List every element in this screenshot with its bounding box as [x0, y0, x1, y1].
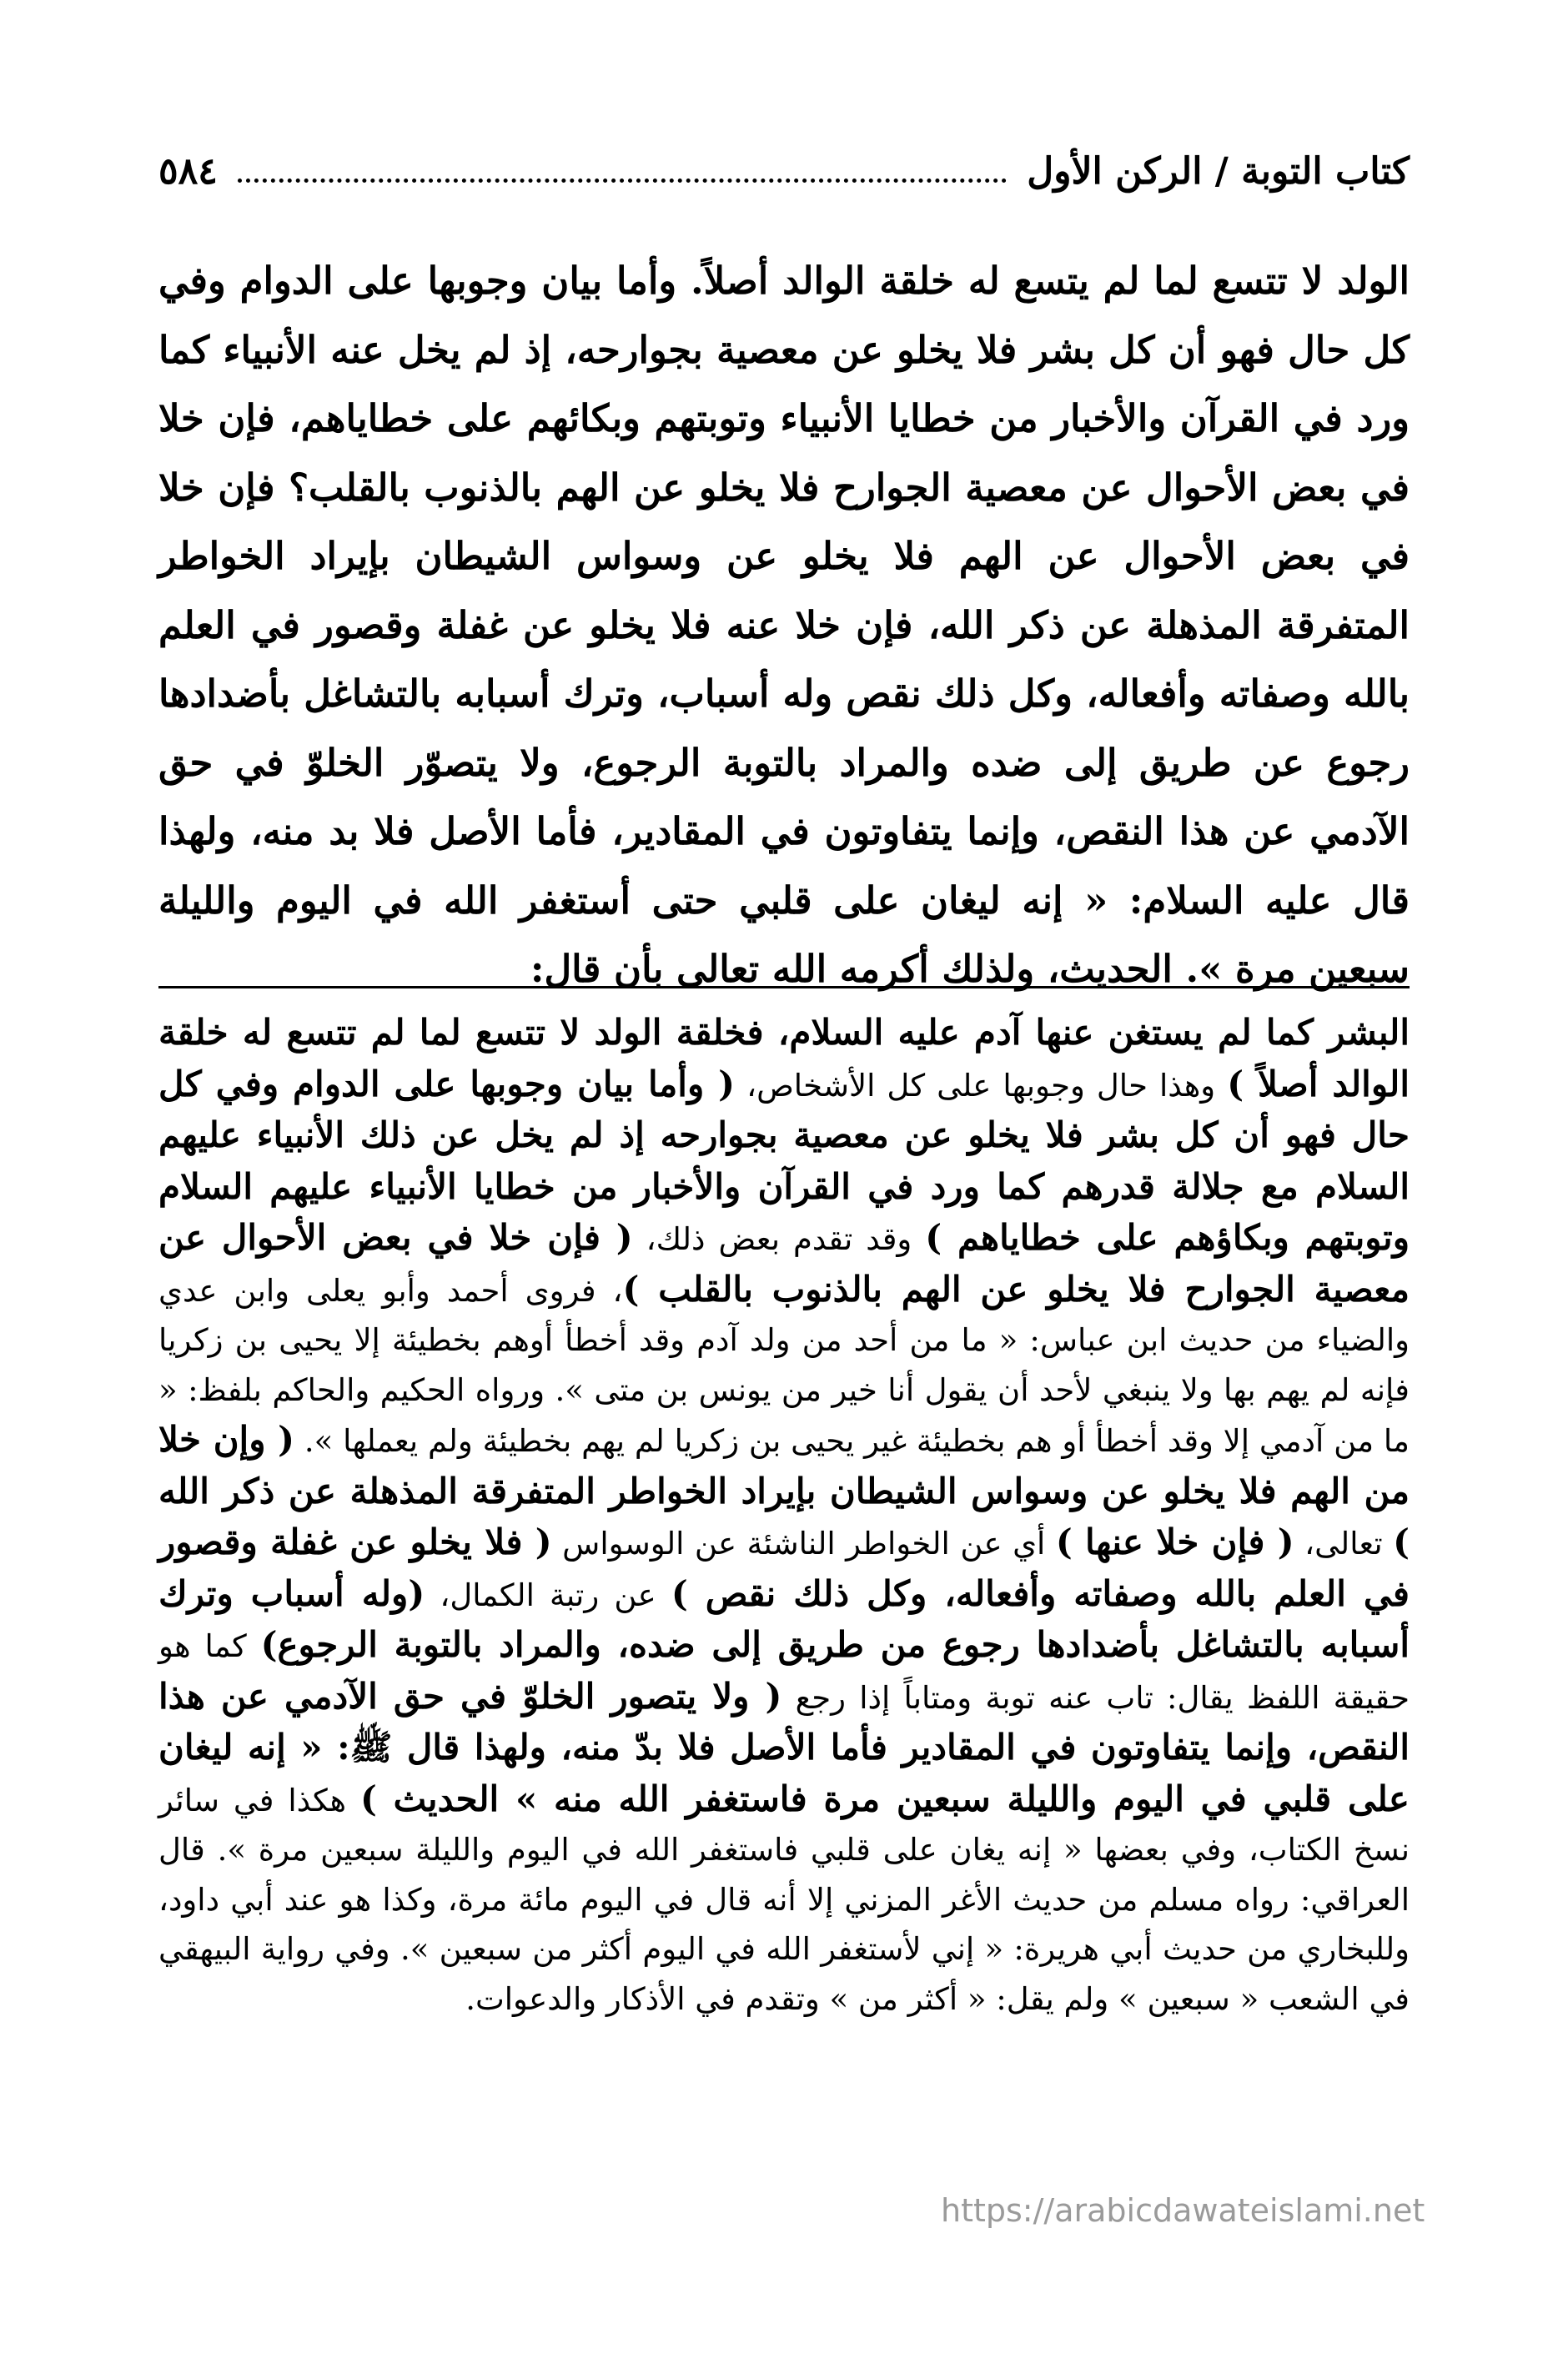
quoted-main-text: ( فإن خلا في بعض الأحوال عن معصية الجوارح فلا يخلو عن الهم بالذنوب بالقلب ): [158, 1217, 1410, 1310]
commentary-paragraph: [158, 1008, 1410, 2024]
quoted-main-text: ( وأما بيان وجوبها على الدوام وفي كل حال فهو أن كل بشر فلا يخلو عن معصية بجوارحه إذ لم يخل عن ذلك الأنبياء عليهم السلام مع جلالة قدرهم كما ورد في القرآن والأخبار من خطايا الأنبياء عليهم السلام وتوبتهم وبكاؤهم على خطاياهم ): [158, 1063, 1410, 1258]
main-text-block: [158, 247, 1410, 1004]
running-title: كتاب التوبة / الركن الأول: [1027, 150, 1410, 193]
commentary-text: وهذا حال وجوبها على كل الأشخاص،: [735, 1067, 1228, 1104]
commentary-text: تعالى،: [1294, 1526, 1394, 1562]
commentary-text: كما هو حقيقة اللفظ يقال: تاب عنه توبة ومتاباً إذا رجع: [158, 1628, 1410, 1716]
quoted-main-text: ( فإن خلا عنها ): [1055, 1522, 1294, 1562]
running-header: [158, 150, 1410, 210]
footnote-divider: [158, 986, 1410, 988]
main-paragraph: الولد لا تتسع لما لم يتسع له خلقة الوالد أصلاً. وأما بيان وجوبها على الدوام وفي كل حال فهو أن كل بشر فلا يخلو عن معصية بجوارحه، إذ لم يخل عنه الأنبياء كما ورد في القرآن والأخبار من خطايا الأنبياء وتوبتهم وبكائهم على خطاياهم، فإن خلا في بعض الأحوال عن معصية الجوارح فلا يخلو عن الهم بالذنوب بالقلب؟ فإن خلا في بعض الأحوال عن الهم فلا يخلو عن وسواس الشيطان بإيراد الخواطر المتفرقة المذهلة عن ذكر الله، فإن خلا عنه فلا يخلو عن غفلة وقصور في العلم بالله وصفاته وأفعاله، وكل ذلك نقص وله أسباب، وترك أسبابه بالتشاغل بأضدادها رجوع عن طريق إلى ضده والمراد بالتوبة الرجوع، ولا يتصوّر الخلوّ في حق الآدمي عن هذا النقص، وإنما يتفاوتون في المقادير، فأما الأصل فلا بد منه، ولهذا قال عليه السلام: « إنه ليغان على قلبي حتى أستغفر الله في اليوم والليلة سبعين مرة ». الحديث، ولذلك أكرمه الله تعالى بأن قال:: [158, 259, 1410, 991]
commentary-text: وقد تقدم بعض ذلك،: [632, 1221, 926, 1257]
quoted-main-text: ( ولا يتصور الخلوّ في حق الآدمي عن هذا النقص، وإنما يتفاوتون في المقادير فأما الأصل فلا بدّ منه، ولهذا قال ﷺ: « إنه ليغان على قلبي في اليوم والليلة سبعين مرة فاستغفر الله منه » الحديث ): [158, 1675, 1410, 1819]
commentary-text: أي عن الخواطر الناشئة عن الوسواس: [551, 1526, 1056, 1562]
quoted-main-text: ( وإن خلا من الهم فلا يخلو عن وسواس الشيطان بإيراد الخواطر المتفرقة المذهلة عن ذكر الله ): [158, 1419, 1410, 1562]
quoted-main-text: البشر كما لم يستغن عنها آدم عليه السلام، فخلقة الولد لا تتسع لما لم تتسع له خلقة الوالد أصلاً ): [158, 1012, 1410, 1104]
commentary-text: ، فروى أحمد وأبو يعلى وابن عدي والضياء من حديث ابن عباس: « ما من أحد من ولد آدم وقد أخطأ أوهم بخطيئة إلا يحيى بن زكريا فإنه لم يهم بها ولا ينبغي لأحد أن يقول أنا خير من يونس بن متى ». ورواه الحكيم والحاكم بلفظ: « ما من آدمي إلا وقد أخطأ أو هم بخطيئة غير يحيى بن زكريا لم يهم بخطيئة ولم يعملها ».: [158, 1272, 1410, 1459]
commentary-block: [158, 1008, 1410, 2024]
header-leader-dots: [238, 179, 1007, 183]
website-watermark: https://arabicdawateislami.net: [941, 2192, 1425, 2229]
page-number: ٥٨٤: [158, 150, 218, 193]
commentary-text: هكذا في سائر نسخ الكتاب، وفي بعضها « إنه يغان على قلبي فاستغفر الله في اليوم والليلة سبعين مرة ». قال العراقي: رواه مسلم من حديث الأغر المزني إلا أنه قال في اليوم مائة مرة، وكذا هو عند أبي داود، وللبخاري من حديث أبي هريرة: « إني لأستغفر الله في اليوم أكثر من سبعين ». وفي رواية البيهقي في الشعب « سبعين » ولم يقل: « أكثر من » وتقدم في الأذكار والدعوات.: [158, 1782, 1410, 2017]
quoted-main-text: (وله أسباب وترك أسبابه بالتشاغل بأضدادها رجوع من طريق إلى ضده، والمراد بالتوبة الرجوع): [158, 1572, 1410, 1665]
quoted-main-text: ( فلا يخلو عن غفلة وقصور في العلم بالله وصفاته وأفعاله، وكل ذلك نقص ): [158, 1522, 1410, 1614]
commentary-text: عن رتبة الكمال،: [425, 1577, 671, 1613]
book-page: [158, 0, 1410, 2364]
